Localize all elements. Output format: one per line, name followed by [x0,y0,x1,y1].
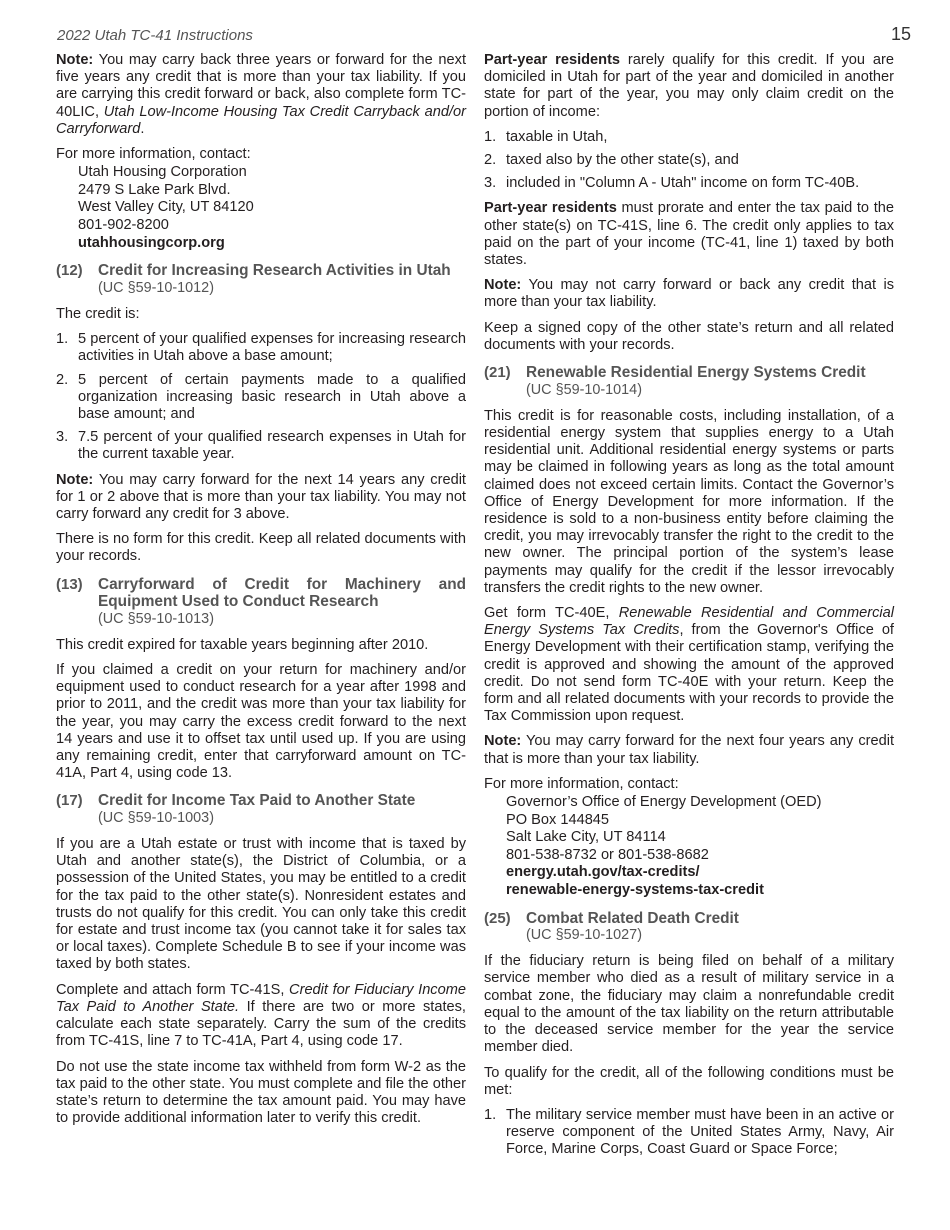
list-number: 1. [484,128,497,145]
list-item [56,372,466,424]
list-text: taxed also by the other state(s), and [506,152,739,169]
section-12-heading [56,262,466,297]
section-title: Combat Related Death Credit [526,909,739,927]
section-25-heading [484,910,894,945]
list-number: 2. [484,152,497,169]
list-text: 5 percent of your qualified expenses for increasing research activities in Utah above a base amount; [78,331,466,365]
form-title: Credit for Fiduciary Income Tax Paid to Another State. [56,981,466,1015]
contact-line: Utah Housing Corporation [78,164,247,181]
note-lead: Note: [56,471,94,488]
text: Get form TC-40E, [484,604,619,621]
note-text: You may not carry forward or back any credit that is more than your tax liability. [484,277,894,311]
contact-line: Salt Lake City, UT 84114 [506,829,666,846]
section-reference: (UC §59-10-1027) [526,927,642,944]
note-text: You may carry forward for the next 14 years any credit for 1 or 2 above that is more than your tax liability. You may not carry forward any credit for 3 above. [56,471,466,522]
list-item [56,429,466,463]
note-lead: Note: [484,733,522,750]
section-title: Credit for Increasing Research Activities in Utah [98,262,451,280]
form-title: Utah Low-Income Housing Tax Credit Carryback and/or Carryforward [56,103,466,137]
section-25-paragraph: To qualify for the credit, all of the following conditions must be met: [484,1064,894,1098]
contact-intro: For more information, contact: [56,146,251,163]
section-reference: (UC §59-10-1014) [526,381,642,398]
list-item [484,129,894,146]
contact-line: Governor’s Office of Energy Development (OED) [506,794,822,811]
section-reference: (UC §59-10-1013) [98,610,214,627]
utah-housing-contact [78,164,466,252]
note-text: You may carry forward for the next four years any credit that is more than your tax liability. [484,733,894,767]
contact-line: 801-538-8732 or 801-538-8682 [506,846,709,863]
note-lead: Note: [56,52,94,68]
note-text: You may carry back three years or forward for the next five years any credit that is more than your tax liability. If you are carrying this credit forward or back, also complete form TC-40LIC, [56,52,466,120]
form-title: Renewable Residential and Commercial Energy Systems Tax Credits [484,604,894,639]
section-25-list [484,1107,894,1159]
oed-link-line2[interactable]: renewable-energy-systems-tax-credit [506,881,764,898]
section-21-heading [484,364,894,399]
section-17-paragraph [56,982,466,1051]
list-text: The military service member must have been in an active or reserve component of the United States Army, Navy, Air Force, Marine Corps, Coast Guard or Space Force; [506,1106,894,1158]
section-reference: (UC §59-10-1012) [98,279,214,296]
low-income-housing-note [56,52,466,138]
list-number: 3. [56,429,69,446]
note-end: . [140,120,145,137]
section-title: Carryforward of Credit for Machinery and Equipment Used to Conduct Research [98,575,466,611]
section-number: (25) [484,909,511,927]
section-21-paragraph: This credit is for reasonable costs, including installation, of a residential energy system that supplies energy to a Utah residential unit. Additional residential energy systems or parts may be claimed in following years as long as the total amount claimed does not exceed certain limits. Contact the Governor’s Office of Energy Development for more information. If the residence is sold to a non-business entity before claiming the credit, you may irrevocably transfer the right to the credit to the new owner. The principal portion of the system’s lease payments may qualify for the credit if the lessor irrevocably transfers the credit rights to the new owner. [484,407,894,596]
text: If there are two or more states, calculate each state separately. Carry the sum of the credits from TC-41S, line 7 to TC-41A, Part 4, using code 17. [56,998,466,1050]
section-12-intro: The credit is: [56,305,140,322]
list-item [484,175,894,192]
oed-contact [506,794,894,900]
list-item [484,1107,894,1159]
contact-line: West Valley City, UT 84120 [78,199,254,216]
part-year-paragraph [484,52,894,121]
list-number: 3. [484,175,497,192]
section-12-list [56,331,466,463]
section-13-paragraph: If you claimed a credit on your return for machinery and/or equipment used to conduct research for a year after 1998 and prior to 2011, and the credit was more than your tax liability for the year, you may carry the excess credit forward to the next 14 years and use it to offset tax until used up. If you are using any remaining credit, enter that carryforward amount on TC-41A, Part 4, using code 13. [56,661,466,782]
contact-line: 801-902-8200 [78,217,169,233]
list-number: 1. [56,331,69,348]
lead: Part-year residents [484,200,617,217]
contact-line: PO Box 144845 [506,811,610,828]
contact-line: 2479 S Lake Park Blvd. [78,181,231,198]
text: rarely qualify for this credit. If you are domiciled in Utah for part of the year and domiciled in another state for part of the year, you may only claim credit on the portion of income: [484,52,894,120]
list-text: 5 percent of certain payments made to a qualified organization increasing basic research in Utah above a base amount; and [78,371,466,422]
section-12-paragraph: There is no form for this credit. Keep all related documents with your records. [56,531,466,565]
section-number: (12) [56,262,83,280]
page-header-title: 2022 Utah TC-41 Instructions [57,27,253,44]
left-column [56,52,466,1135]
list-item [56,331,466,365]
section-number: (21) [484,364,511,382]
list-item [484,152,894,169]
section-21-paragraph [484,605,894,725]
oed-link-line1[interactable]: energy.utah.gov/tax-credits/ [506,864,700,881]
section-title: Renewable Residential Energy Systems Credit [526,364,866,382]
section-number: (17) [56,792,83,810]
list-text: included in "Column A - Utah" income on form TC-40B. [506,175,860,192]
part-year-note [484,277,894,311]
page-number: 15 [890,24,911,44]
section-17-paragraph: Do not use the state income tax withheld from form W-2 as the tax paid to the other state. You must complete and file the other state’s return to determine the tax amount paid. You may have to provide additional information later to verify this credit. [56,1058,466,1127]
note-lead: Note: [484,277,522,294]
section-13-paragraph: This credit expired for taxable years beginning after 2010. [56,636,429,653]
section-reference: (UC §59-10-1003) [98,809,214,826]
list-text: taxable in Utah, [506,128,608,145]
section-12-note [56,472,466,524]
text: , from the Governor's Office of Energy Development with their certification stamp, verifying the credit is approved and showing the amount of the approved credit. Do not send form TC-40E with your return. Keep the form and all related documents with your records to provide the Tax Commission upon request. [484,622,894,725]
utah-housing-link[interactable]: utahhousingcorp.org [78,234,225,251]
section-17-paragraph: If you are a Utah estate or trust with income that is taxed by Utah and another state(s), the District of Columbia, or a possession of the United States, you may be entitled to a credit for the tax paid to the other state(s). Nonresident estates and trusts do not qualify for this credit. You can only take this credit for estate and trust income tax (you cannot take it for sales tax or local taxes). Complete Schedule B to see if your income was taxed by both states. [56,836,466,973]
section-13-heading [56,576,466,628]
list-number: 2. [56,371,69,388]
text: Complete and attach form TC-41S, [56,981,290,998]
right-column [484,52,894,1167]
section-number: (13) [56,575,83,593]
text: must prorate and enter the tax paid to the other state(s) on TC-41S, line 6. The credit only applies to tax paid on the part of your income (TC-41, line 1) taxed by both states. [484,200,894,269]
part-year-prorate [484,200,894,269]
section-21-note [484,733,894,767]
keep-records-paragraph: Keep a signed copy of the other state’s return and all related documents with your records. [484,319,894,353]
list-number: 1. [484,1106,497,1123]
contact-intro: For more information, contact: [484,775,679,792]
section-title: Credit for Income Tax Paid to Another State [98,792,416,810]
lead: Part-year residents [484,52,621,68]
section-25-paragraph: If the fiduciary return is being filed on behalf of a military service member who died as a result of military service in a combat zone, the fiduciary may claim a nonrefundable credit equal to the amount of the tax liability on the return attributable to the deceased service member for the year the service member died. [484,953,894,1056]
section-17-heading [56,792,466,827]
part-year-list [484,129,894,193]
list-text: 7.5 percent of your qualified research expenses in Utah for the current taxable year. [78,429,466,463]
